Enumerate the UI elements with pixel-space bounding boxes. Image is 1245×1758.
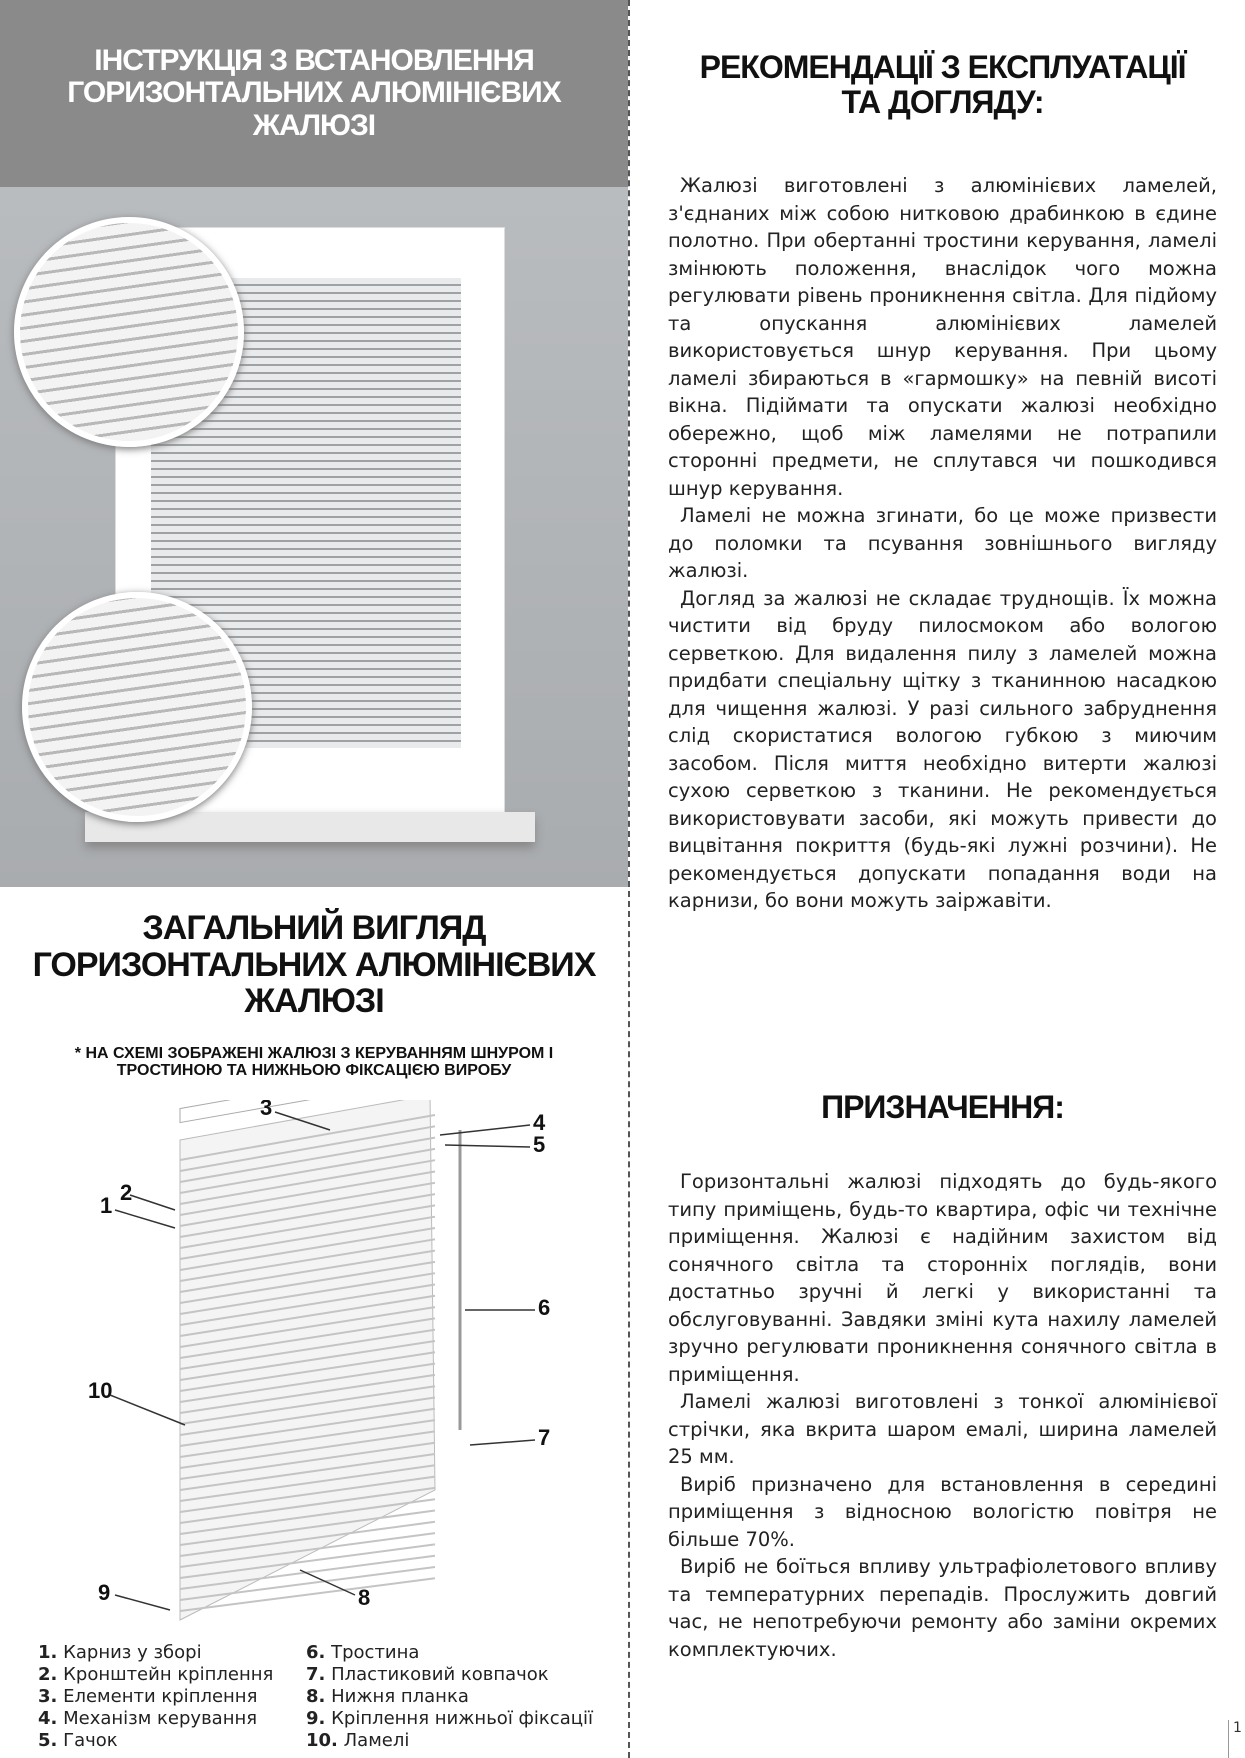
callout-2: 2 (120, 1180, 133, 1205)
callout-3: 3 (260, 1100, 273, 1120)
callout-5: 5 (533, 1132, 546, 1157)
legend-item: 10. Ламелі (306, 1730, 410, 1751)
diagram-note: * НА СХЕМІ ЗОБРАЖЕНІ ЖАЛЮЗІ З КЕРУВАННЯМ ШНУРОМ І ТРОСТИНОЮ ТА НИЖНЬОЮ ФІКСАЦІЄЮ ВИРОБУ (74, 1045, 554, 1080)
legend-item: 7. Пластиковий ковпачок (306, 1664, 549, 1685)
legend-item: 6. Тростина (306, 1642, 420, 1663)
callout-1: 1 (100, 1193, 113, 1218)
overview-title: ЗАГАЛЬНИЙ ВИГЛЯД ГОРИЗОНТАЛЬНИХ АЛЮМІНІЄВИХ ЖАЛЮЗІ (32, 909, 596, 1021)
window-photo (0, 187, 628, 887)
legend-item: 9. Кріплення нижньої фіксації (306, 1708, 593, 1729)
install-title: ІНСТРУКЦІЯ З ВСТАНОВЛЕННЯ ГОРИЗОНТАЛЬНИХ АЛЮМІНІЄВИХ ЖАЛЮЗІ (67, 43, 561, 142)
callout-7: 7 (538, 1425, 551, 1450)
blind-diagram (30, 1100, 610, 1640)
callout-4: 4 (533, 1110, 546, 1135)
legend-item: 8. Нижня планка (306, 1686, 469, 1707)
detail-circle-bottom (22, 592, 252, 822)
callout-10: 10 (88, 1378, 113, 1403)
purpose-title: ПРИЗНАЧЕННЯ: (821, 1089, 1064, 1125)
install-header (0, 0, 628, 187)
care-title: РЕКОМЕНДАЦІЇ З ЕКСПЛУАТАЦІЇ ТА ДОГЛЯДУ: (699, 49, 1186, 120)
legend-item: 2. Кронштейн кріплення (38, 1664, 274, 1685)
care-text: Жалюзі виготовлені з алюмінієвих ламелей, з'єднаних між собою нитковою драбинкою в єдине полотно. При обертанні тростини керування, ламелі змінюють положення, внаслідок чого можна регулювати рівень проникнення світла. Для підйому та опускання алюмінієвих ламелей використовується шнур керування. При цьому ламелі збираються в «гармошку» на певній висоті вікна. Підіймати та опускати жалюзі необхідно обережно, щоб між ламелями не потрапили сторонні предмети, не сплутався чи пошкодився шнур керування. Ламелі не можна згинати, бо це може призвести до поломки та псування зовнішнього вигляду жалюзі. Догляд за жалюзі не складає труднощів. Їх можна чистити від бруду пилосмоком або вологою серветкою. Для видалення пилу з ламелей можна придбати спеціальну щітку з тканинною насадкою для чищення жалюзі. У разі сильного забруднення слід скористатися вологою губкою з миючим засобом. Після миття необхідно витерти жалюзі сухою серветкою з тканини. Не рекомендується використовувати засоби, які можуть привести до вицвітання покриття (будь-які лужні розчини). Не рекомендується допускати попадання води на карнизи, бо вони можуть заіржавіти. (668, 174, 1217, 912)
legend-item: 3. Елементи кріплення (38, 1686, 258, 1707)
callout-8: 8 (358, 1585, 371, 1610)
column-divider (628, 0, 630, 1758)
legend-item: 5. Гачок (38, 1730, 118, 1751)
callout-9: 9 (98, 1580, 111, 1605)
detail-circle-top (14, 217, 244, 447)
legend-item: 1. Карниз у зборі (38, 1642, 202, 1663)
page-number: 1 (1228, 1720, 1242, 1758)
purpose-text: Горизонтальні жалюзі підходять до будь-якого типу приміщень, будь-то квартира, офіс чи технічне приміщення. Жалюзі є надійним захистом від сонячного світла та сторонніх поглядів, вони достатньо зручні й легкі у використанні та обслуговуванні. Завдяки зміні кута нахилу ламелей зручно регулювати проникнення сонячного світла в приміщення. Ламелі жалюзі виготовлені з тонкої алюмінієвої стрічки, яка вкрита шаром емалі, ширина ламелей 25 мм. Виріб призначено для встановлення в середині приміщення з відносною вологістю повітря не більше 70%. Виріб не боїться впливу ультрафіолетового впливу та температурних перепадів. Прослужить довгий час, не непотребуючи ремонту або заміни окремих комплектуючих. (668, 1170, 1217, 1661)
legend-col-2 (306, 1642, 593, 1752)
legend-col-1 (38, 1642, 273, 1752)
callout-6: 6 (538, 1295, 551, 1320)
legend-item: 4. Механізм керування (38, 1708, 258, 1729)
